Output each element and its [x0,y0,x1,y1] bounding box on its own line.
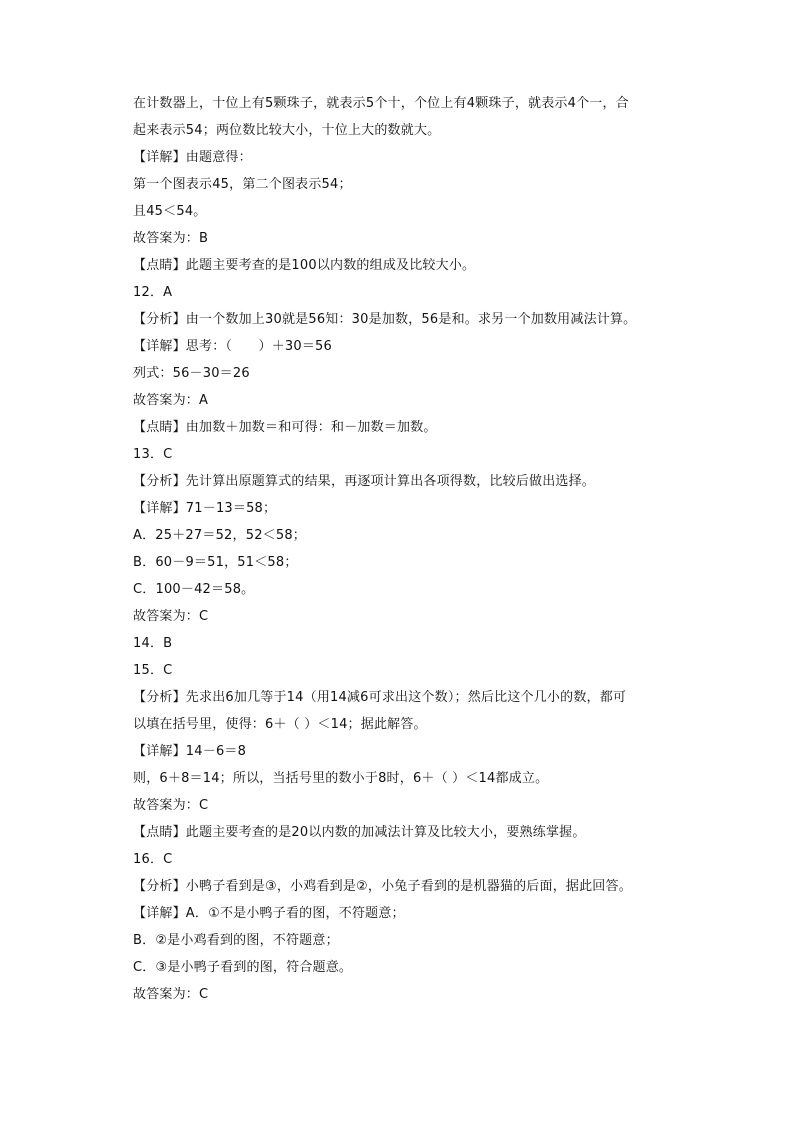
text-line: 【点睛】此题主要考查的是100以内数的组成及比较大小。 [133,258,476,273]
text-line: 故答案为：C [133,609,209,624]
text-line: 在计数器上，十位上有5颗珠子，就表示5个十，个位上有4颗珠子，就表示4个一，合 [133,96,629,111]
question-number: 13．C [133,447,173,462]
text-line: 【点睛】此题主要考查的是20以内数的加减法计算及比较大小，要熟练掌握。 [133,825,586,840]
text-line: 则，6＋8＝14；所以，当括号里的数小于8时，6＋（ ）＜14都成立。 [133,771,549,786]
text-line: 【点睛】由加数＋加数＝和可得：和－加数＝加数。 [133,420,437,435]
text-line: 【详解】71－13＝58； [133,501,277,516]
text-line: 故答案为：B [133,231,209,246]
text-line: 【分析】先求出6加几等于14（用14减6可求出这个数）；然后比这个几小的数，都可 [133,690,627,705]
question-number: 12．A [133,285,173,300]
text-line: 【详解】由题意得： [133,150,252,165]
text-line: 【详解】14－6＝8 [133,744,247,759]
text-line: 【分析】先计算出原题算式的结果，再逐项计算出各项得数，比较后做出选择。 [133,474,596,489]
text-line: C．③是小鸭子看到的图，符合题意。 [133,960,353,975]
text-line: 故答案为：C [133,987,209,1002]
text-line: 且45＜54。 [133,204,207,219]
text-line: B．60－9＝51，51＜58； [133,555,298,570]
text-line: 【详解】A．①不是小鸭子看的图，不符题意； [133,906,405,921]
text-line: B．②是小鸡看到的图，不符题意； [133,933,339,948]
text-line: C．100－42＝58。 [133,582,255,597]
question-number: 16．C [133,852,173,867]
text-line: 【详解】思考：（ ）＋30＝56 [133,339,332,354]
text-line: A．25＋27＝52，52＜58； [133,528,307,543]
text-line: 【分析】小鸭子看到是③，小鸡看到是②，小兔子看到的是机器猫的后面，据此回答。 [133,879,632,894]
answer-text-block [133,90,673,1008]
question-number: 15．C [133,663,173,678]
question-number: 14．B [133,636,173,651]
text-line: 起来表示54；两位数比较大小，十位上大的数就大。 [133,123,441,138]
text-line: 以填在括号里，使得：6＋（ ）＜14；据此解答。 [133,717,427,732]
text-line: 故答案为：A [133,393,209,408]
text-line: 列式：56－30＝26 [133,366,250,381]
text-line: 故答案为：C [133,798,209,813]
text-line: 【分析】由一个数加上30就是56知：30是加数，56是和。求另一个加数用减法计算。 [133,312,637,327]
text-line: 第一个图表示45，第二个图表示54； [133,177,352,192]
